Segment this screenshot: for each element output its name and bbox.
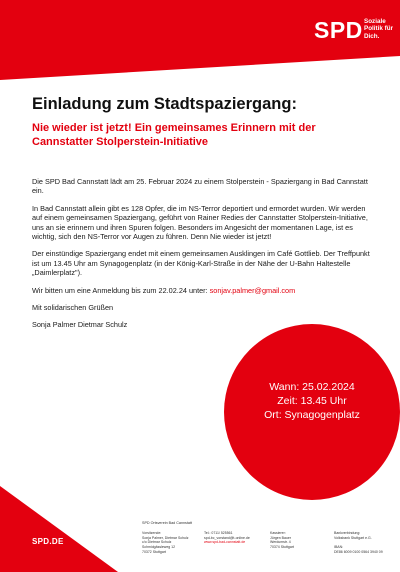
footer-line: Volksbank Stuttgart e.G. — [334, 535, 372, 540]
paragraph-meeting: Der einstündige Spaziergang endet mit einem gemeinsamen Ausklingen im Café Gottlieb. Der Treffpunkt ist um 13.45 Uhr am Synagogenplatz (in der König-Karl-Straße in der Nähe der U-Bahn Haltestelle „Daimlerplatz"). — [32, 249, 370, 278]
event-details — [242, 380, 382, 422]
letter-body — [32, 177, 372, 338]
footer-line: Tel.: 0711/ 525561 — [204, 531, 233, 535]
email-link[interactable]: sonjav.palmer@gmail.com — [209, 285, 296, 295]
footer-line: spd-bc_vorstand@t-online.de — [204, 535, 250, 540]
paragraph-signature: Sonja Palmer Dietmar Schulz — [32, 320, 128, 330]
event-time: Zeit: 13.45 Uhr — [277, 395, 347, 407]
footer-org-name: SPD Ortsverein Bad Cannstatt — [142, 521, 193, 525]
footer-contact — [204, 531, 250, 545]
footer-line: Kassierer: — [270, 531, 286, 535]
footer-bank — [334, 531, 383, 555]
footer-line: 70372 Stuttgart — [142, 549, 166, 554]
paragraph-registration — [32, 286, 372, 295]
tagline-line: Politik für — [364, 25, 394, 33]
footer-web-link[interactable]: www.spd-bad-cannstatt.de — [204, 540, 246, 545]
footer-line: DE86 6009 0100 0564 3940 09 — [334, 549, 383, 554]
footer-line: Schmidgässleweg 12 — [142, 545, 176, 550]
footer-treasurer — [270, 531, 294, 550]
registration-text: Wir bitten um eine Anmeldung bis zum 22.02.24 unter: — [32, 285, 210, 295]
tagline-line: Dich. — [364, 32, 380, 40]
footer-line: c/o Dietmar Schulz — [142, 540, 172, 545]
page-title: Einladung zum Stadtspaziergang: — [32, 95, 297, 113]
footer-line: IBAN: — [334, 545, 344, 550]
footer-line: Sonja Palmer, Dietmar Schulz — [142, 535, 189, 540]
footer-website[interactable]: SPD.DE — [32, 537, 64, 546]
logo-tagline — [364, 18, 400, 40]
paragraph-intro: Die SPD Bad Cannstatt lädt am 25. Februar 2024 zu einem Stolperstein - Spaziergang in Bad Cannstatt ein. — [32, 177, 368, 196]
event-location: Ort: Synagogenplatz — [264, 409, 360, 421]
footer-line: Jürgen Bauer — [270, 535, 292, 540]
footer-line: Bankverbindung: — [334, 531, 361, 535]
page-subtitle: Nie wieder ist jetzt! Ein gemeinsames Erinnern mit der Cannstatter Stolperstein-Initiative — [32, 122, 316, 148]
footer-line: Vorsitzende: — [142, 531, 162, 535]
footer-line: 70374 Stuttgart — [270, 545, 294, 550]
logo-text: SPD — [314, 17, 363, 43]
footer-chairs — [142, 531, 189, 555]
paragraph-victims: In Bad Cannstatt allein gibt es 128 Opfer, die im NS-Terror deportiert und ermordet wurden. Wir werden auf einem gemeinsamen Spaziergang, geführt von Rainer Redies der Cannstatter Stolperstein-Initiative, uns an sie erinnern und ihren Spuren folgen. Besonders im Angesicht der momentanen Lage, ist es wichtig, sich den NS-Terror vor Augen zu führen. Denn Nie wieder ist jetzt! — [32, 203, 368, 242]
paragraph-greeting: Mit solidarischen Grüßen — [32, 303, 114, 313]
tagline-line: Soziale — [364, 18, 386, 25]
bottom-left-red-triangle — [0, 486, 118, 572]
event-date: Wann: 25.02.2024 — [269, 381, 355, 393]
footer-line: Werdumstr. 4 — [270, 540, 291, 545]
